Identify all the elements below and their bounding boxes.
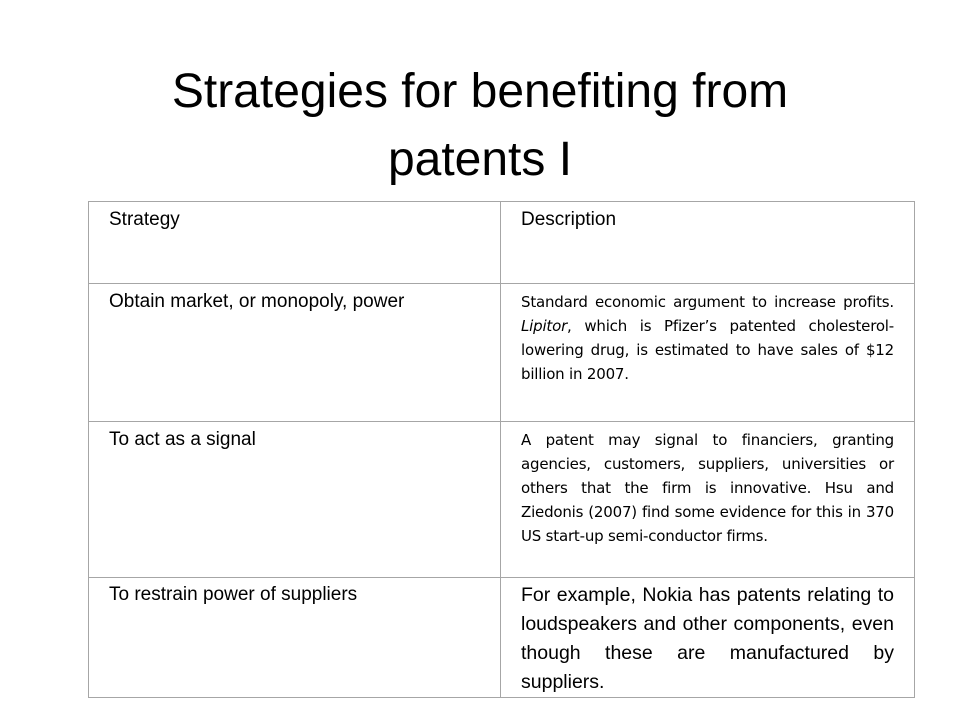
strategy-cell [89,284,501,422]
table-row [89,284,915,422]
strategy-table [88,201,915,698]
header-cell-strategy [89,202,501,284]
slide-title [60,58,900,194]
strategy-cell [89,422,501,578]
strategy-text: To restrain power of suppliers [109,584,358,605]
header-cell-description [501,202,915,284]
slide-title-line-2: patents I [387,133,573,186]
slide-title-line-1: Strategies for benefiting from [171,65,789,118]
table-row [89,422,915,578]
description-cell [501,284,915,422]
description-text-part: Standard economic argument to increase profits. [521,293,894,311]
description-cell [501,578,915,698]
header-strategy-label: Strategy [109,209,180,230]
header-description-label: Description [521,209,617,230]
strategy-text: Obtain market, or monopoly, power [109,291,405,312]
description-cell [501,422,915,578]
description-text: For example, Nokia has patents relating to loudspeakers and other components, even though these are manufactured by suppliers. [521,584,894,693]
description-text: A patent may signal to financiers, granting agencies, customers, suppliers, universities or others that the firm is innovative. Hsu and Ziedonis (2007) find some evidence for this in 370 US start-up semi-conductor firms. [521,431,894,545]
strategy-cell [89,578,501,698]
description-emphasis: Lipitor [521,317,568,335]
table-row [89,578,915,698]
description-text-part: , which is Pfizer’s patented cholesterol-lowering drug, is estimated to have sales of $12 billion in 2007. [521,317,894,383]
table-header-row [89,202,915,284]
strategy-text: To act as a signal [109,429,256,450]
description-text [501,284,914,386]
